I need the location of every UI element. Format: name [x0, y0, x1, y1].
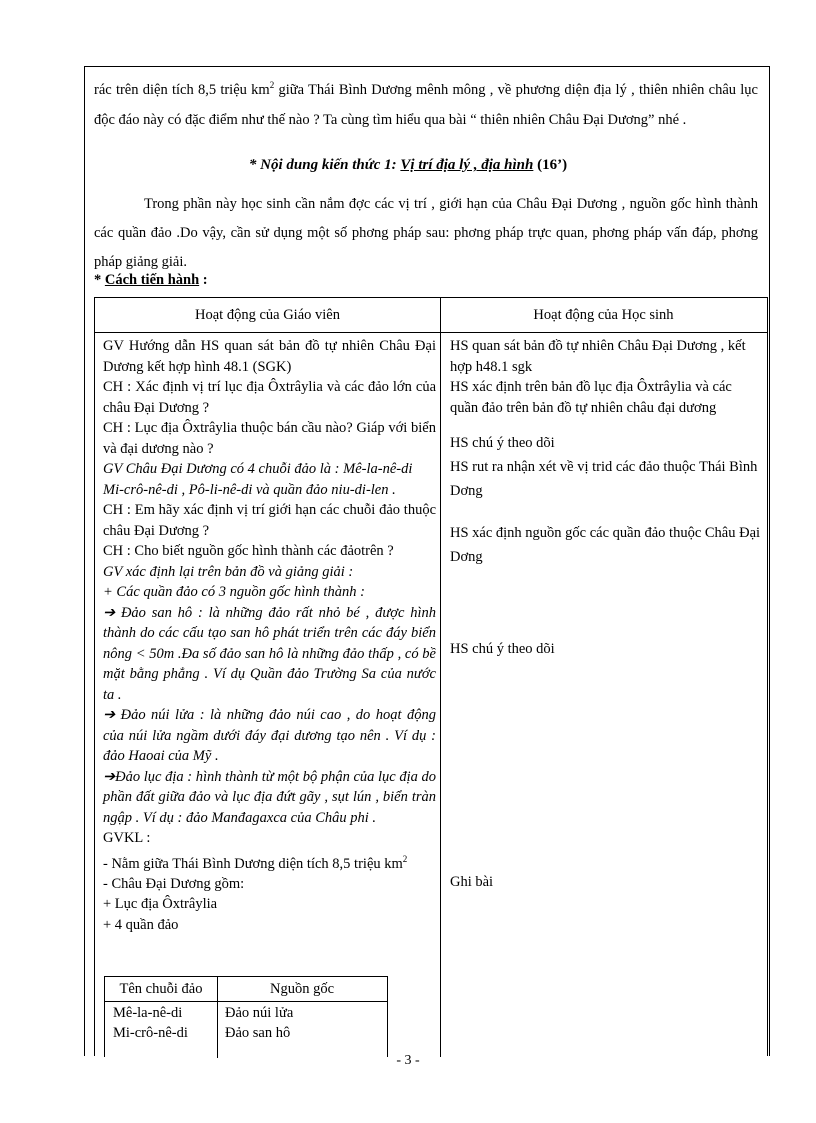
island-origin-table — [104, 976, 388, 1057]
arrow-icon: ➔ — [103, 768, 116, 785]
teacher-line: ➔ Đảo núi lửa : là những đảo núi cao , do hoạt động của núi lửa ngầm dưới đáy đại dương tạo nên . Ví dụ : đảo Haoai của Mỹ . — [103, 707, 436, 764]
teacher-line: + 4 quần đảo — [103, 916, 179, 933]
activity-table — [94, 297, 768, 1056]
arrow-icon: ➔ — [103, 707, 116, 723]
arrow-icon: ➔ — [103, 604, 116, 621]
teacher-line: GVKL : — [103, 830, 151, 846]
teacher-line: ➔Đảo lục địa : hình thành từ một bộ phận của lục địa do phần đất giữa đảo và lục địa đứt gãy , sụt lún , biển tràn ngập . Ví dụ : đảo Manđagaxca của Châu phi . — [103, 768, 436, 826]
teacher-line: + Lục địa Ôxtrâylia — [103, 896, 218, 913]
teacher-line: CH : Cho biết nguồn gốc hình thành các đảotrên ? — [103, 543, 394, 559]
mini-cell: Đảo san hô — [225, 1025, 291, 1041]
teacher-line: GV Hướng dẫn HS quan sát bản đồ tự nhiên Châu Đại Dương kết hợp hình 48.1 (SGK) — [103, 338, 436, 375]
teacher-line: CH : Xác định vị trí lục địa Ôxtrâylia và các đảo lớn của châu Đại Dương ? — [103, 379, 436, 416]
student-line: HS chú ý theo dõi — [450, 435, 555, 451]
student-line: HS chú ý theo dõi — [450, 641, 555, 657]
mini-cell: Mi-crô-nê-di — [113, 1025, 188, 1041]
mini-header: Nguồn gốc — [269, 981, 335, 997]
student-line: HS rut ra nhận xét về vị trid các đảo thuộc Thái Bình Dơng — [450, 459, 758, 499]
intro-paragraph: rác trên diện tích 8,5 triệu $km^2$ giữa Thái Bình Dương mênh mông , về phương diện địa lý , thiên nhiên châu lục độc đáo này có đặc điểm như thế nào ? Ta cùng tìm hiểu qua bài “ thiên nhiên Châu Đại Dương” nhé . — [94, 80, 758, 128]
student-line: HS quan sát bản đồ tự nhiên Châu Đại Dương , kết hợp h48.1 sgk — [450, 338, 746, 375]
teacher-line: GV xác định lại trên bản đồ và giảng giải : — [103, 563, 354, 580]
student-line: Ghi bài — [450, 874, 494, 890]
teacher-column-header: Hoạt động của Giáo viên — [195, 307, 340, 323]
teacher-line: CH : Lục địa Ôxtrâylia thuộc bán cầu nào? Giáp với biển và đại dương nào ? — [103, 420, 436, 457]
teacher-activities — [103, 336, 436, 935]
teacher-line: ➔ Đảo san hô : là những đảo rất nhỏ bé , được hình thành do các cấu tạo san hô phát triển trên các đáy biển nông < 50m .Đa số đảo san hô là những đảo thấp , có bề mặt bằng phẳng . Ví dụ Quần đảo Trường Sa của nước ta . — [103, 604, 436, 703]
teacher-line: CH : Em hãy xác định vị trí giới hạn các chuỗi đảo thuộc châu Đại Dương ? — [103, 502, 436, 539]
mini-header: Tên chuỗi đảo — [119, 981, 203, 997]
page-number: - 3 - — [396, 1053, 420, 1068]
teacher-line: - Nằm giữa Thái Bình Dương diện tích 8,5 triệu $km^2$ — [103, 853, 408, 872]
teacher-line: + Các quần đảo có 3 nguồn gốc hình thành : — [103, 584, 365, 600]
teacher-line: - Châu Đại Dương gồm: — [103, 875, 245, 892]
methods-paragraph: Trong phần này học sinh cần nắm đợc các vị trí , giới hạn của Châu Đại Dương , nguồn gốc hình thành các quần đảo .Do vậy, cần sử dụng một số phơng pháp sau: phơng pháp trực quan, phơng pháp vấn đáp, phơng pháp giảng giải. — [94, 196, 758, 270]
teacher-line: Mi-crô-nê-di , Pô-li-nê-di và quần đảo niu-di-len . — [103, 481, 396, 498]
student-line: HS xác định nguồn gốc các quần đảo thuộc Châu Đại Dơng — [450, 525, 761, 565]
mini-cell: Đảo núi lửa — [225, 1005, 294, 1021]
mini-cell: Mê-la-nê-di — [113, 1005, 183, 1021]
method-heading: * Cách tiến hành : — [94, 272, 208, 288]
student-line: HS xác định trên bản đồ lục địa Ôxtrâylia và các quần đảo trên bản đồ tự nhiên châu đại dương — [450, 379, 732, 416]
section-heading: * Nội dung kiến thức 1: Vị trí địa lý , địa hình (16’) — [248, 157, 568, 173]
student-column-header: Hoạt động của Học sinh — [533, 307, 674, 323]
teacher-line: GV Châu Đại Dương có 4 chuỗi đảo là : Mê-la-nê-di — [103, 461, 413, 477]
